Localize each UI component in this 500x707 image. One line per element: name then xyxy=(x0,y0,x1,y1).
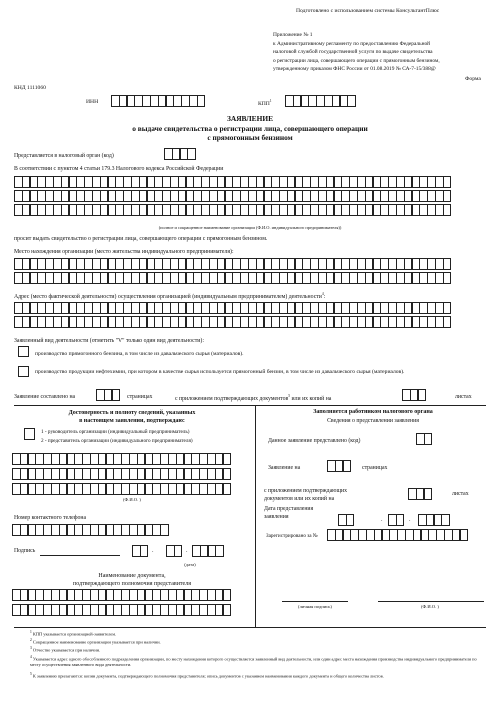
footnote: $^4$ Указывается адрес одного обособленного подразделения организации, по месту нахождения которого осуществляется заявленный вид деятельности, или один адрес места нахождения производства индивидуального предпринимателя по месту осуществления заявленного вида деятельности. xyxy=(30,655,477,667)
appendix-line: налоговой службой государственной услуги по выдаче свидетельства xyxy=(273,49,433,56)
officer-signature-line[interactable] xyxy=(282,601,348,602)
registration-number-cells[interactable] xyxy=(327,529,467,541)
activity-checkbox-2[interactable] xyxy=(18,366,29,377)
submission-month-cells[interactable] xyxy=(388,514,404,526)
phone-cells[interactable] xyxy=(12,524,168,536)
column-divider xyxy=(255,405,256,627)
right-section-title: Заполняется работником налогового органа xyxy=(313,409,433,415)
officer-name-line[interactable] xyxy=(378,601,484,602)
kpp-label: КПП$^1$ xyxy=(258,99,272,107)
submitted-code-cells[interactable] xyxy=(416,433,432,445)
form-label: Форма xyxy=(465,76,481,82)
date-separator: . xyxy=(152,548,154,554)
inn-cells[interactable] xyxy=(111,95,205,107)
date-month-cells[interactable] xyxy=(166,545,182,557)
authority-doc-grid[interactable] xyxy=(12,589,230,616)
date-separator: . xyxy=(381,517,383,523)
title-line: о выдаче свидетельства о регистрации лица, совершающего операции xyxy=(132,123,368,133)
title-line: с прямогонным бензином xyxy=(207,133,293,143)
section-divider xyxy=(14,405,486,406)
date-caption: (дата) xyxy=(184,562,196,567)
inn-label: ИНН xyxy=(86,99,99,105)
date-year-cells[interactable] xyxy=(192,545,223,557)
attach-sheets-cells[interactable] xyxy=(408,488,431,500)
name-caption: (полное и сокращенное наименование организации (Ф.И.О. индивидуального предпринимателя)) xyxy=(158,225,342,230)
consultant-note: Подготовлено с использованием системы КонсультантПлюс xyxy=(296,8,440,14)
footnote: $^1$ КПП указывается организацией-заявителем. xyxy=(30,630,117,637)
tax-organ-cells[interactable] xyxy=(164,148,195,160)
pages-label-3: с приложением подтверждающих документов$^5$ или их копий на xyxy=(175,394,332,402)
submitted-label: Данное заявление представлено (код) xyxy=(268,438,361,444)
appendix-line: Приложение № 1 xyxy=(273,32,313,38)
signer-option-1: 1 - руководитель организации (индивидуальный предприниматель) xyxy=(41,429,190,435)
authority-doc-title: Наименование документа, подтверждающего полномочия представителя xyxy=(73,573,191,587)
address-grid[interactable] xyxy=(14,302,451,328)
date-separator: . xyxy=(186,548,188,554)
pages-cells[interactable] xyxy=(96,389,119,401)
appendix-line: утвержденному приказом ФНС России от 01.08.2019 № СА-7-15/388@ xyxy=(273,66,436,73)
footnote: $^3$ Отчество указывается при наличии. xyxy=(30,646,101,653)
sheets-word: листах xyxy=(452,491,469,497)
location-grid[interactable] xyxy=(14,258,451,284)
signer-type-checkbox[interactable] xyxy=(24,428,35,440)
pages-label-1: Заявление составлено на xyxy=(14,394,76,400)
pages-word: страницах xyxy=(362,465,388,471)
appendix-block xyxy=(273,31,493,74)
date-day-cells[interactable] xyxy=(132,545,148,557)
kpp-cells[interactable] xyxy=(285,95,355,107)
activity-checkbox-1[interactable] xyxy=(18,346,29,357)
footer-divider xyxy=(14,627,486,628)
signer-fio-caption: (Ф.И.О. ) xyxy=(123,497,141,502)
right-section-subtitle: Сведения о представлении заявления xyxy=(327,418,419,424)
form-title xyxy=(0,114,500,143)
on-pages-label: Заявление на xyxy=(268,465,301,471)
activity-option-1: производство прямогонного бензина, в том числе из давальческого сырья (материалов). xyxy=(35,351,244,357)
date-separator: . xyxy=(409,517,411,523)
registered-label: Зарегистрировано за № xyxy=(266,533,318,539)
phone-label: Номер контактного телефона xyxy=(14,515,87,521)
article-text: В соответствии с пунктом 4 статьи 179.3 Налогового кодекса Российской Федерации xyxy=(14,166,224,172)
pages-label-2: страницах xyxy=(127,394,153,400)
sheets-cells[interactable] xyxy=(402,389,425,401)
appendix-line: к Административному регламенту по предоставлению Федеральной xyxy=(273,40,431,47)
appendix-line: о регистрации лица, совершающего операции с прямогонным бензином, xyxy=(273,57,440,64)
address-label: Адрес (место фактической деятельности) осуществления организацией (индивидуальным предпринимателем) деятельности$^4$: xyxy=(14,292,326,300)
request-text: просит выдать свидетельство о регистрации лица, совершающего операции с прямогонным бензином. xyxy=(14,236,268,242)
signature-label: Подпись xyxy=(14,548,36,554)
footnote: $^5$ К заявлению прилагаются: копии документа, подтверждающего полномочия представителя; опись документов с указанием наименования каждого документа и общего количества листов. xyxy=(30,672,384,679)
signer-fio-grid[interactable] xyxy=(12,453,230,495)
tax-organ-label: Представляется в налоговый орган (код) xyxy=(14,153,114,159)
activity-label: Заявленный вид деятельности (отметить "V" только один вид деятельности): xyxy=(14,338,204,344)
signature-line[interactable] xyxy=(40,555,120,556)
left-section-title: Достоверность и полноту сведений, указанных в настоящем заявлении, подтверждаю: xyxy=(68,410,196,424)
name-grid[interactable] xyxy=(14,176,451,216)
activity-option-2: производство продукции нефтехимии, при котором в качестве сырья используется прямогонный бензин, в том числе из давальческого сырья (материалов). xyxy=(35,369,405,375)
footnote: $^2$ Сокращенное наименование организации указывается при наличии. xyxy=(30,638,161,645)
attach-label: с приложением подтверждающих документов или их копий на xyxy=(264,488,347,502)
pages-count-cells[interactable] xyxy=(327,460,350,472)
title-line: ЗАЯВЛЕНИЕ xyxy=(226,114,274,123)
pages-label-5: листах xyxy=(455,394,472,400)
officer-signature-caption: (личная подпись) xyxy=(298,604,332,609)
submission-day-cells[interactable] xyxy=(338,514,354,526)
officer-fio-caption: (Ф.И.О. ) xyxy=(421,604,439,609)
signer-option-2: 2 - представитель организации (индивидуального предпринимателя) xyxy=(41,438,193,444)
location-label: Место нахождения организации (место жительства индивидуального предпринимателя): xyxy=(14,249,234,255)
knd-code: КНД 1111060 xyxy=(14,85,46,91)
submission-date-label: Дата представления заявления xyxy=(264,506,314,520)
submission-year-cells[interactable] xyxy=(418,514,449,526)
